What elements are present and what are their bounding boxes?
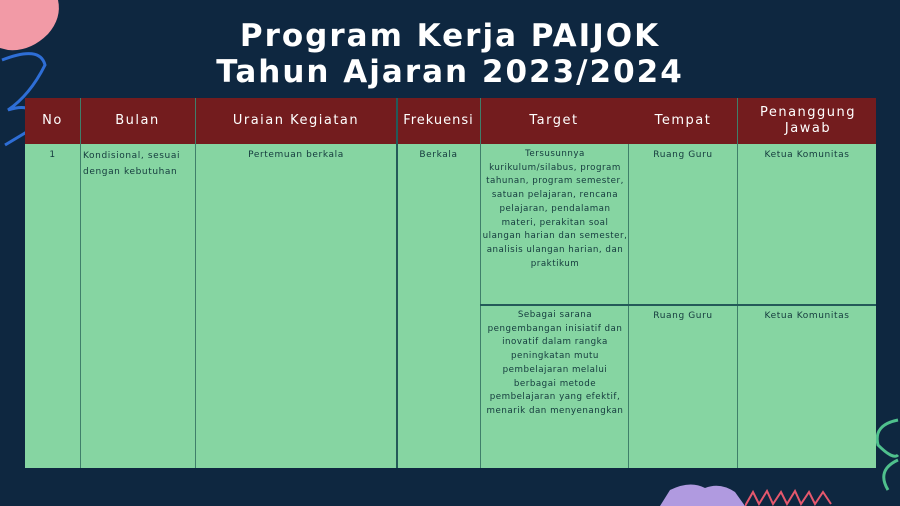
divider-col-6 (737, 98, 738, 468)
divider-col-5 (628, 144, 629, 468)
title-line-2: Tahun Ajaran 2023/2024 (216, 54, 684, 90)
header-penanggung-jawab: Penanggung Jawab (759, 105, 857, 136)
divider-col-3 (396, 98, 398, 468)
cell-frekuensi: Berkala (419, 150, 458, 160)
divider-col-1 (80, 98, 81, 468)
page-title (0, 18, 900, 90)
cell-uraian: Pertemuan berkala (248, 150, 344, 160)
cell-penanggung-jawab-1: Ketua Komunitas (764, 150, 850, 160)
cell-target-2: Sebagai sarana pengembangan inisiatif dan inovatif dalam rangka peningkatan mutu pembelajaran melalui berbagai metode pembelajaran yang efektif, menarik dan menyenangkan (486, 310, 624, 416)
header-uraian-kegiatan: Uraian Kegiatan (232, 113, 360, 128)
header-no: No (42, 113, 63, 128)
cell-no: 1 (49, 150, 56, 160)
divider-col-2 (195, 98, 196, 468)
header-bulan: Bulan (115, 113, 160, 128)
table-header-row (25, 98, 876, 144)
cell-target-1: Tersusunnya kurikulum/silabus, program tahunan, program semester, satuan pelajaran, rencana pelajaran, pendalaman materi, perakitan soal ulangan harian dan semester, analisis ulangan harian, dan praktikum (482, 149, 628, 269)
divider-col-4 (480, 98, 481, 468)
header-frekuensi: Frekuensi (403, 113, 474, 128)
header-target: Target (529, 113, 579, 128)
table-body (25, 144, 876, 468)
cell-tempat-2: Ruang Guru (653, 311, 713, 321)
decorative-pink-zigzag (745, 488, 835, 506)
cell-bulan: Kondisional, sesuai dengan kebutuhan (83, 151, 181, 177)
cell-penanggung-jawab-2: Ketua Komunitas (764, 311, 850, 321)
header-tempat: Tempat (654, 113, 712, 128)
decorative-purple-shape (660, 480, 750, 506)
cell-tempat-1: Ruang Guru (653, 150, 713, 160)
program-table (25, 98, 876, 468)
title-line-1: Program Kerja PAIJOK (239, 18, 661, 54)
divider-target-row (480, 304, 876, 306)
